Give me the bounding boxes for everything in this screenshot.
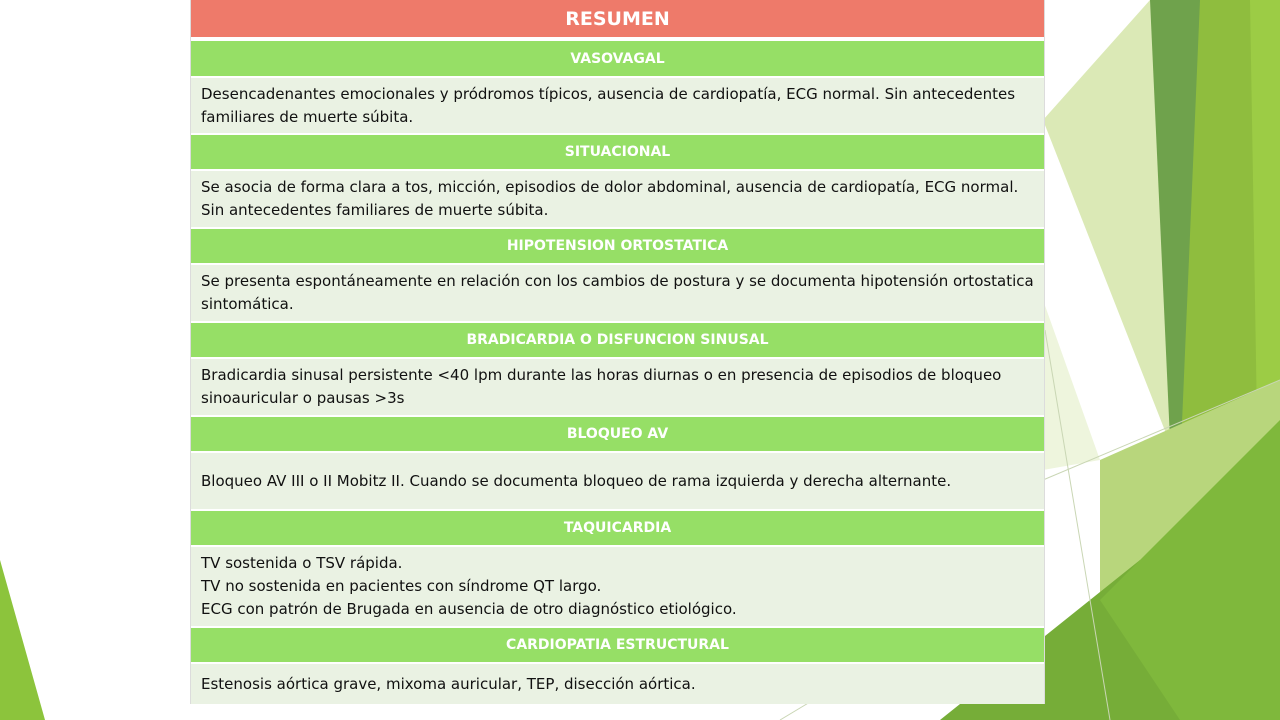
table-title: RESUMEN bbox=[191, 0, 1044, 39]
heading-hipotension: HIPOTENSION ORTOSTATICA bbox=[191, 227, 1044, 265]
text-bloqueo-av bbox=[191, 453, 1044, 509]
text-situacional-content: Se asocia de forma clara a tos, micción, episodios de dolor abdominal, ausencia de cardiopatía, ECG normal. Sin antecedentes familiares de muerte súbita. bbox=[201, 178, 1019, 219]
text-cardiopatia bbox=[191, 664, 1044, 704]
text-vasovagal bbox=[191, 78, 1044, 133]
heading-situacional: SITUACIONAL bbox=[191, 133, 1044, 171]
summary-table bbox=[190, 0, 1045, 704]
text-bradicardia bbox=[191, 359, 1044, 415]
text-bloqueo-av-content: Bloqueo AV III o II Mobitz II. Cuando se documenta bloqueo de rama izquierda y derecha alternante. bbox=[201, 471, 952, 490]
heading-vasovagal: VASOVAGAL bbox=[191, 39, 1044, 78]
text-bradicardia-content: Bradicardia sinusal persistente <40 lpm durante las horas diurnas o en presencia de episodios de bloqueo sinoauricular o pausas >3s bbox=[201, 366, 1002, 407]
text-situacional bbox=[191, 171, 1044, 227]
heading-cardiopatia: CARDIOPATIA ESTRUCTURAL bbox=[191, 626, 1044, 664]
heading-taquicardia: TAQUICARDIA bbox=[191, 509, 1044, 547]
heading-bradicardia: BRADICARDIA O DISFUNCION SINUSAL bbox=[191, 321, 1044, 359]
text-taquicardia bbox=[191, 547, 1044, 626]
heading-bloqueo-av: BLOQUEO AV bbox=[191, 415, 1044, 453]
text-cardiopatia-content: Estenosis aórtica grave, mixoma auricular, TEP, disección aórtica. bbox=[201, 674, 696, 693]
left-green-wedge bbox=[0, 560, 45, 720]
text-hipotension-content: Se presenta espontáneamente en relación con los cambios de postura y se documenta hipotensión ortostatica sintomática. bbox=[201, 272, 1034, 313]
text-hipotension bbox=[191, 265, 1044, 321]
text-taquicardia-content: TV sostenida o TSV rápida. TV no sostenida en pacientes con síndrome QT largo. ECG con patrón de Brugada en ausencia de otro diagnóstico etiológico. bbox=[201, 554, 737, 618]
text-vasovagal-content: Desencadenantes emocionales y pródromos típicos, ausencia de cardiopatía, ECG normal. Sin antecedentes familiares de muerte súbita. bbox=[201, 84, 1016, 126]
